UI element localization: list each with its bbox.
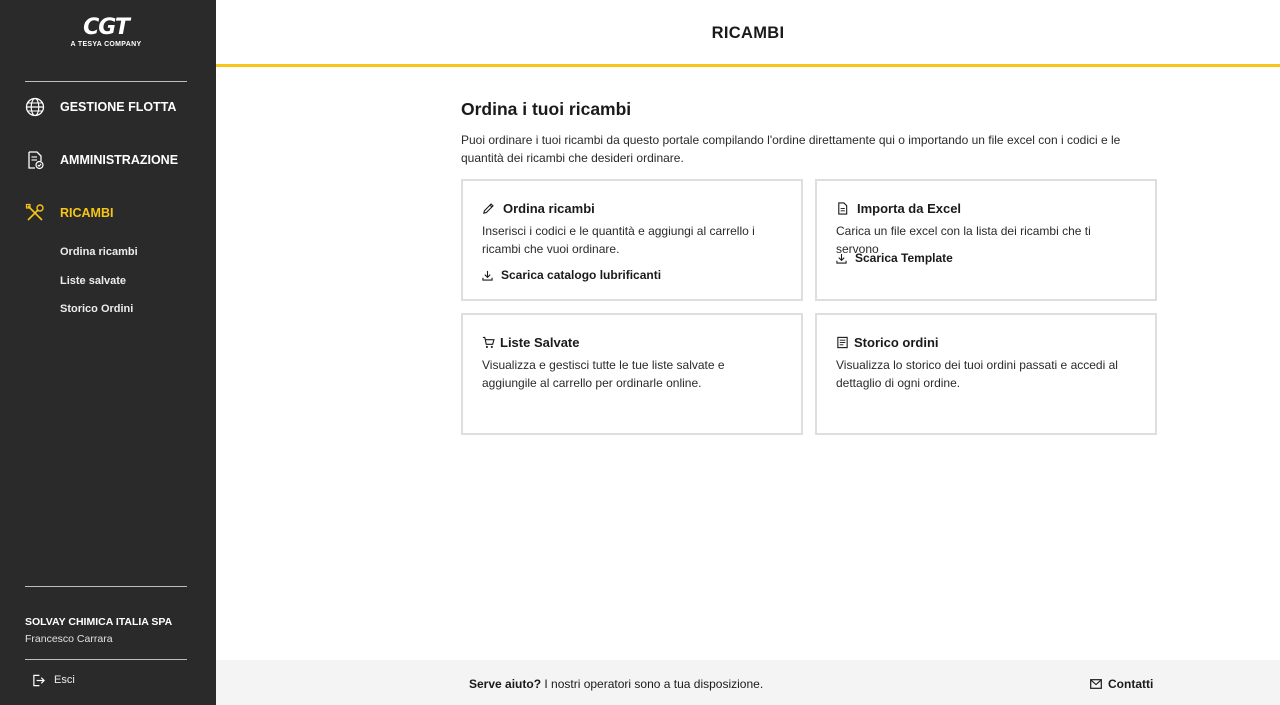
receipt-icon: [836, 336, 849, 349]
sidebar-item-label: RICAMBI: [60, 206, 114, 220]
help-question: Serve aiuto?: [469, 677, 542, 691]
logout-icon: [32, 674, 45, 687]
file-icon: [836, 202, 849, 215]
page-header: [216, 0, 1280, 67]
contact-label: Contatti: [1108, 677, 1154, 691]
card-text: Visualizza e gestisci tutte le tue liste salvate e aggiungile al carrello per ordinarle online.: [482, 358, 725, 390]
header-title: RICAMBI: [711, 24, 785, 42]
page-title: Ordina i tuoi ricambi: [461, 99, 632, 119]
sidebar-item-amministrazione[interactable]: [25, 148, 179, 172]
tools-icon: [25, 203, 45, 223]
help-footer: [216, 660, 1280, 705]
logout-label: Esci: [54, 674, 75, 686]
sidebar-divider-bottom: [25, 586, 187, 587]
sidebar-subitem-liste-salvate[interactable]: Liste salvate: [60, 275, 127, 287]
logo-mark: CGT: [83, 15, 129, 40]
help-message: I nostri operatori sono a tua disposizione.: [541, 677, 764, 691]
card-title: Storico ordini: [854, 334, 939, 350]
document-check-icon: [25, 150, 45, 170]
card-header: [836, 199, 961, 217]
card-text: Carica un file excel con la lista dei ricambi che ti servono: [836, 224, 1091, 256]
company-logo[interactable]: [60, 16, 152, 52]
card-ordina-ricambi[interactable]: [461, 179, 803, 301]
intro-text: Puoi ordinare i tuoi ricambi da questo portale compilando l'ordine direttamente qui o importando un file excel con i codici e le quantità dei ricambi che desideri ordinare.: [461, 133, 1121, 165]
sidebar-subitem-ordina-ricambi[interactable]: Ordina ricambi: [60, 246, 138, 258]
card-text: Inserisci i codici e le quantità e aggiungi al carrello i ricambi che vuoi ordinare.: [482, 224, 755, 256]
sidebar-divider-top: [25, 81, 187, 82]
card-storico-ordini[interactable]: [815, 313, 1157, 435]
logout-button[interactable]: [32, 672, 75, 688]
logo-tagline: A TESYA COMPANY: [70, 41, 142, 48]
card-header: [482, 199, 595, 217]
download-lubricants-catalog-link[interactable]: [482, 267, 661, 283]
sidebar: [0, 0, 216, 705]
pencil-icon: [482, 202, 495, 215]
mail-icon: [1090, 679, 1102, 689]
globe-icon: [25, 97, 45, 117]
download-template-link[interactable]: [836, 250, 953, 266]
sidebar-item-gestione-flotta[interactable]: [25, 95, 177, 119]
help-text: [469, 677, 763, 691]
contact-link[interactable]: [1090, 676, 1153, 692]
company-name: SOLVAY CHIMICA ITALIA SPA: [25, 616, 173, 628]
sidebar-subitem-storico-ordini[interactable]: Storico Ordini: [60, 303, 134, 315]
card-title: Liste Salvate: [500, 334, 580, 350]
cart-icon: [482, 336, 495, 349]
card-importa-excel[interactable]: [815, 179, 1157, 301]
link-label: Scarica Template: [855, 251, 953, 265]
card-header: [836, 333, 939, 351]
card-title: Ordina ricambi: [503, 200, 595, 216]
card-header: [482, 333, 580, 351]
card-liste-salvate[interactable]: [461, 313, 803, 435]
download-icon: [482, 270, 493, 281]
card-title: Importa da Excel: [857, 200, 962, 216]
link-label: Scarica catalogo lubrificanti: [501, 268, 662, 282]
card-text: Visualizza lo storico dei tuoi ordini passati e accedi al dettaglio di ogni ordine.: [836, 358, 1118, 390]
sidebar-item-ricambi[interactable]: [25, 201, 114, 225]
user-name: Francesco Carrara: [25, 633, 113, 645]
sidebar-item-label: AMMINISTRAZIONE: [60, 153, 179, 167]
download-icon: [836, 253, 847, 264]
sidebar-divider-user: [25, 659, 187, 660]
sidebar-item-label: GESTIONE FLOTTA: [60, 100, 177, 114]
